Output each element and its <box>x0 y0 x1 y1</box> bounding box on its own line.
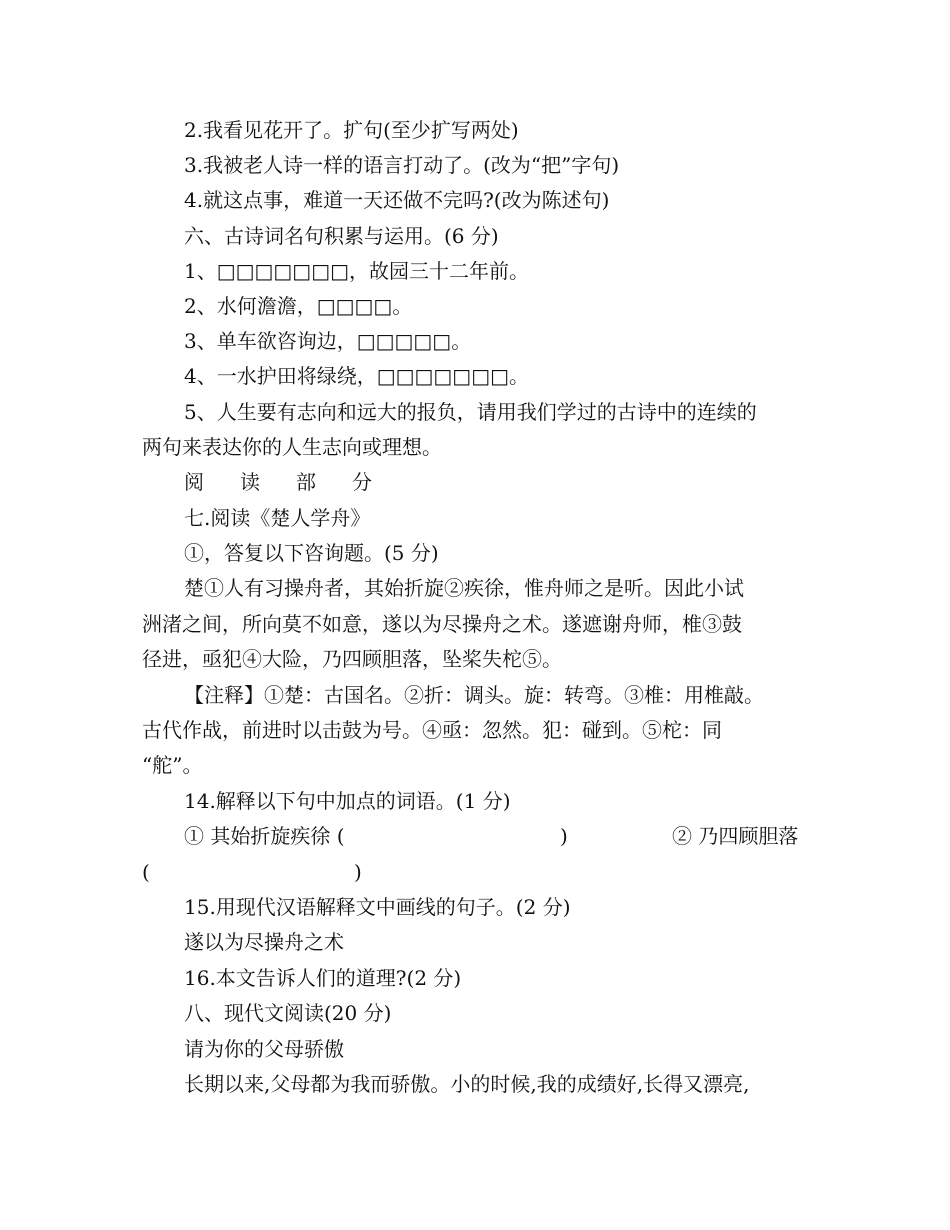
question-14: 14.解释以下句中加点的词语。(1 分) <box>184 789 511 813</box>
poem-item-4: 4、一水护田将绿绕，□□□□□□□。 <box>184 364 529 388</box>
question-14-item-2: ② 乃四顾胆落 <box>672 824 799 848</box>
passage-line: 径进，亟犯④大险，乃四顾胆落，坠桨失柁⑤。 <box>142 647 562 671</box>
article-first-line: 长期以来,父母都为我而骄傲。小的时候,我的成绩好,长得又漂亮, <box>184 1072 750 1096</box>
poem-item-2: 2、水何澹澹，□□□□。 <box>184 294 413 318</box>
q14-item1-close-paren: ) <box>560 824 568 848</box>
question-15-sentence: 遂以为尽操舟之术 <box>184 930 344 954</box>
section-6-title: 六、古诗词名句积累与运用。(6 分) <box>184 224 499 248</box>
notes-line: 古代作战，前进时以击鼓为号。④亟：忽然。犯：碰到。⑤柁：同 <box>142 718 722 742</box>
passage-line: 洲渚之间，所向莫不如意，遂以为尽操舟之术。遂遮谢舟师，椎③鼓 <box>142 612 742 636</box>
poem-item-5-continued: 两句来表达你的人生志向或理想。 <box>142 435 442 459</box>
notes-line: 【注释】①楚：古国名。②折：调头。旋：转弯。③椎：用椎敲。 <box>184 683 764 707</box>
q14-item2-open-paren: ( <box>142 860 150 884</box>
reading-header-char: 阅 <box>184 470 204 494</box>
section-7-subtitle: ①，答复以下咨询题。(5 分) <box>184 541 439 565</box>
poem-item-5: 5、人生要有志向和远大的报负，请用我们学过的古诗中的连续的 <box>184 400 757 424</box>
poem-item-3: 3、单车欲咨询边，□□□□□。 <box>184 329 472 353</box>
reading-header-char: 部 <box>296 470 316 494</box>
q14-item1-text: ① 其始折旋疾徐 ( <box>184 824 345 848</box>
question-2-expand-sentence: 2.我看见花开了。扩句(至少扩写两处) <box>184 118 519 142</box>
reading-header-char: 分 <box>352 470 372 494</box>
reading-header-char: 读 <box>240 470 260 494</box>
section-7-title: 七.阅读《楚人学舟》 <box>184 506 371 530</box>
article-title: 请为你的父母骄傲 <box>184 1037 344 1061</box>
passage-line: 楚①人有习操舟者，其始折旋②疾徐，惟舟师之是听。因此小试 <box>184 576 744 600</box>
q14-item2-close-paren: ) <box>354 860 362 884</box>
question-16: 16.本文告诉人们的道理?(2 分) <box>184 966 462 990</box>
question-15: 15.用现代汉语解释文中画线的句子。(2 分) <box>184 895 571 919</box>
section-8-title: 八、现代文阅读(20 分) <box>184 1001 392 1025</box>
reading-section-header <box>184 468 832 496</box>
poem-item-1: 1、□□□□□□□，故园三十二年前。 <box>184 259 529 283</box>
question-4-declarative: 4.就这点事，难道一天还做不完吗?(改为陈述句) <box>184 188 610 212</box>
question-3-ba-sentence: 3.我被老人诗一样的语言打动了。(改为“把”字句) <box>184 153 620 177</box>
notes-line: “舵”。 <box>142 753 203 777</box>
